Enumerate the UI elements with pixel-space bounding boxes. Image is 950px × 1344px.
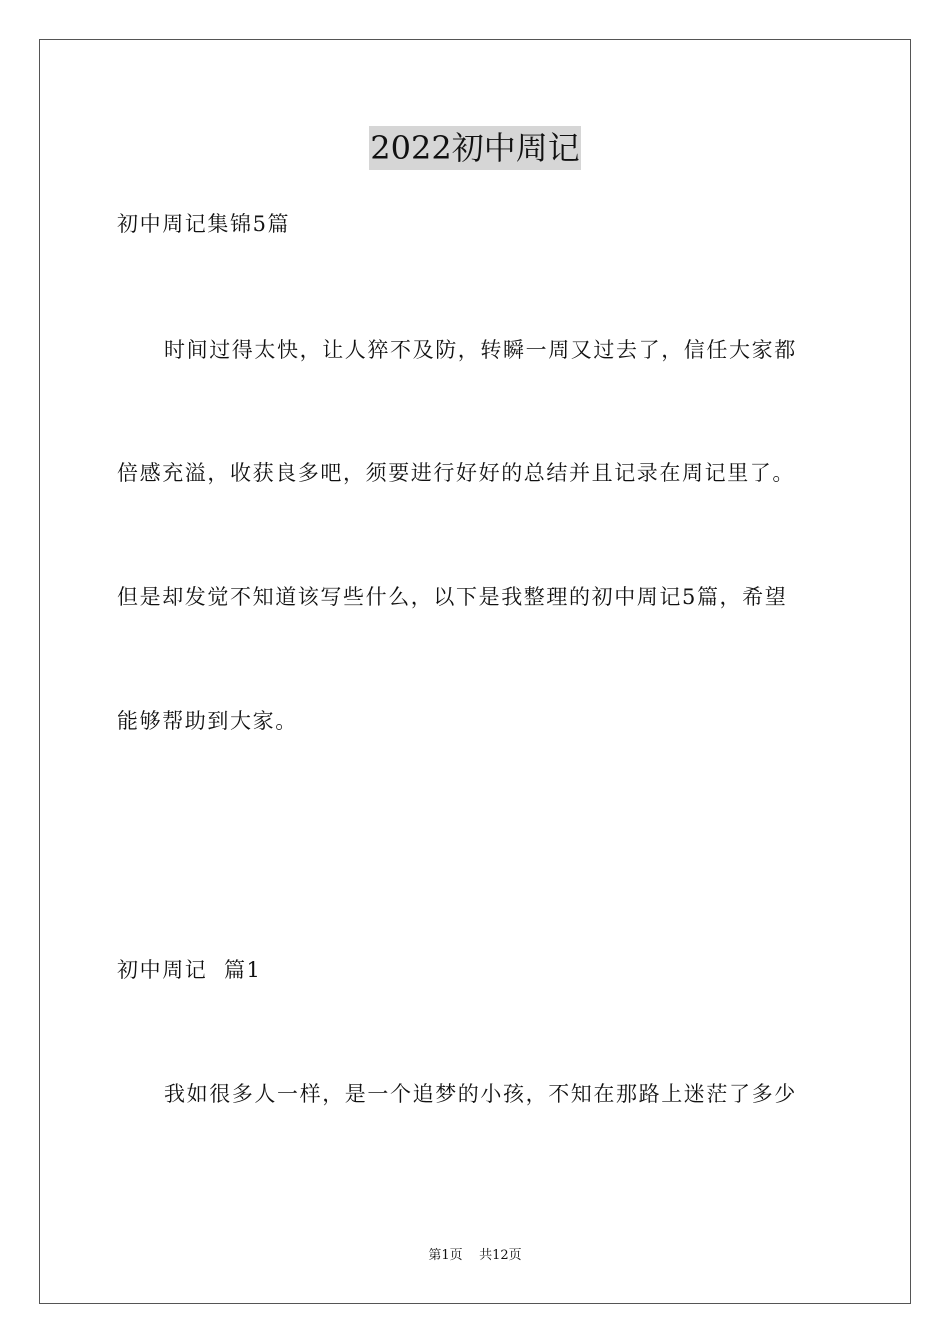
document-title-text: 2022初中周记 (369, 126, 580, 170)
section-heading: 初中周记 篇1 (117, 958, 262, 982)
intro-line-2: 倍感充溢，收获良多吧，须要进行好好的总结并且记录在周记里了。 (117, 461, 795, 485)
document-subtitle: 初中周记集锦5篇 (117, 212, 291, 236)
intro-line-4: 能够帮助到大家。 (117, 709, 298, 733)
section-line-1: 我如很多人一样，是一个追梦的小孩，不知在那路上迷茫了多少 (164, 1082, 797, 1106)
document-title (0, 126, 950, 170)
intro-line-3: 但是却发觉不知道该写些什么，以下是我整理的初中周记5篇，希望 (117, 585, 788, 609)
page-footer: 第1页 共12页 (428, 1248, 522, 1263)
intro-line-1: 时间过得太快，让人猝不及防，转瞬一周又过去了，信任大家都 (164, 338, 797, 362)
